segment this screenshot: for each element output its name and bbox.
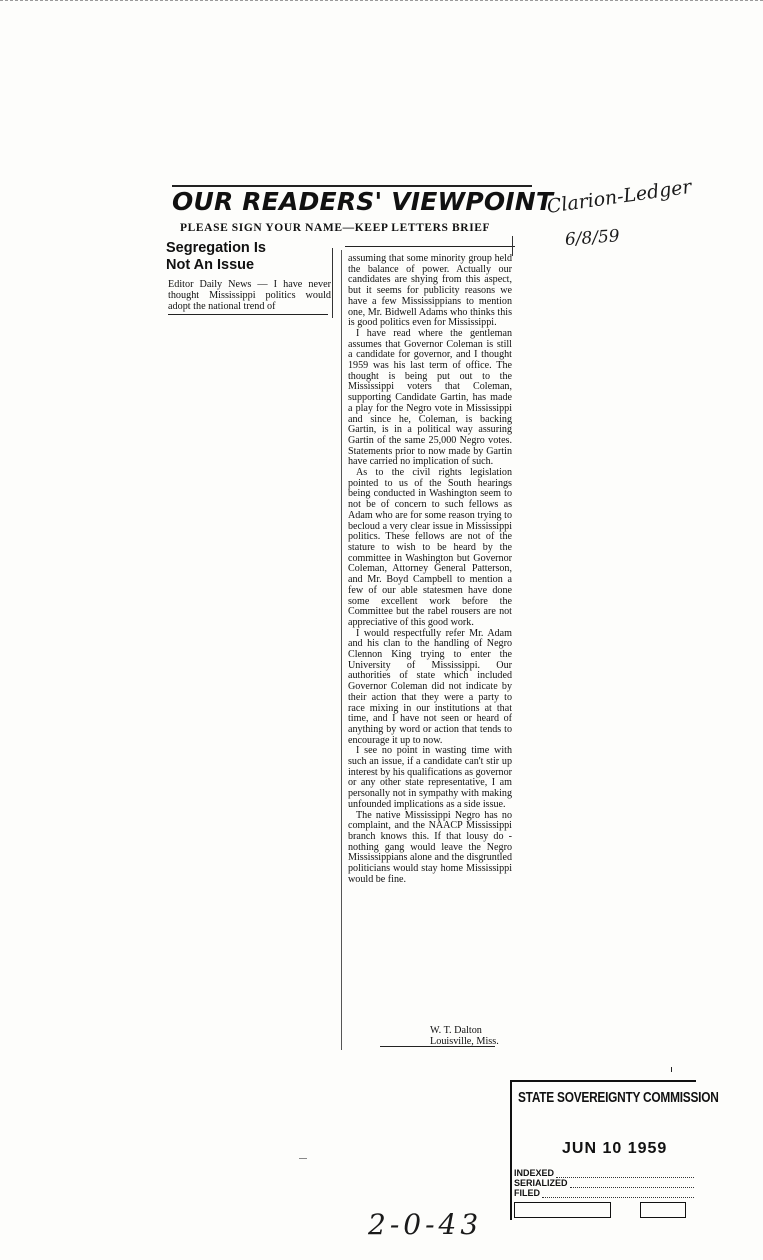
commission-stamp <box>510 1080 719 1220</box>
letter-intro: Editor Daily News — I have never thought Mississippi politics would adopt the national trend of <box>168 279 331 312</box>
headline-line-2: Not An Issue <box>166 257 255 273</box>
letter-paragraph: assuming that some minority group held the balance of power. Actually our candidates are shying from this aspect, but it seems for publicity reasons we have a few Mississippians to mention one, Mr. Bidwell Adams who thinks this is good politics even for Mississippi. <box>348 253 512 329</box>
stamp-field-label: INDEXED <box>514 1168 555 1178</box>
scan-speck <box>299 1158 307 1159</box>
stamp-fields <box>514 1168 694 1198</box>
letter-paragraph: The native Mississippi Negro has no complaint, and the NAACP Mississippi branch knows this. If that lousy do - nothing gang would leave the Negro Mississippians alone and the disgruntled politicians would stay home Mississippi would be fine. <box>348 809 512 885</box>
letter-paragraph: I would respectfully refer Mr. Adam and his clan to the handling of Negro Clennon King trying to enter the University of Mississippi. Our authorities of state which included Governor Coleman did not indicate by their action that they were a party to race mixing in our institutions at that time, and I have not seen or heard of anything by word or action that tends to encourage it up to now. <box>348 627 512 746</box>
letter-paragraph: I have read where the gentleman assumes that Governor Coleman is still a candidate for governor, and I thought 1959 was his last term of office. The thought is being put out to the Mississippi voters that Coleman, supporting Candidate Gartin, has made a play for the Negro vote in Mississippi and since he, Coleman, is backing Gartin, is in a political way assuring Gartin of the same 25,000 Negro votes. Statements prior to now made by Gartin have carried no implication of such. <box>348 327 512 468</box>
stamp-field-label: FILED <box>514 1188 540 1198</box>
signature-rule <box>380 1046 495 1047</box>
stamp-field-indexed <box>514 1168 694 1178</box>
stamp-field-line <box>556 1169 694 1178</box>
column-subhead: PLEASE SIGN YOUR NAME—KEEP LETTERS BRIEF <box>180 222 491 234</box>
column-rule <box>341 250 342 1050</box>
stamp-field-line <box>542 1189 694 1198</box>
column-masthead: OUR READERS' VIEWPOINT <box>172 187 554 216</box>
headline-line-1: Segregation Is <box>166 240 266 256</box>
intro-rule <box>168 314 328 315</box>
letter-body <box>348 254 512 885</box>
signature-name: W. T. Dalton <box>430 1025 482 1036</box>
handwritten-date-note: 6/8/59 <box>564 226 621 250</box>
stamp-date: JUN 10 1959 <box>562 1140 668 1157</box>
page-top-border <box>0 0 763 7</box>
subhead-rule <box>345 246 515 247</box>
divider-mark <box>512 236 513 256</box>
letter-paragraph: I see no point in wasting time with such an issue, if a candidate can't stir up interest by his qualifications as governor or any other state representative, I am personally not in sympathy with making unfounded implications as a side issue. <box>348 745 512 810</box>
stamp-box <box>514 1202 611 1218</box>
stamp-field-line <box>570 1179 694 1188</box>
stamp-field-serialized <box>514 1178 694 1188</box>
handwritten-source-note: Clarion-Ledger <box>545 175 693 218</box>
stamp-field-label: SERIALIZED <box>514 1178 568 1188</box>
letter-paragraph: As to the civil rights legislation pointed to us of the South hearings being conducted in Washington seem to not be of concern to such fellows as Adam who are for some reason trying to becloud a very clear issue in Mississippi politics. These fellows are not of the stature to wish to be heard by the committee in Washington but Governor Coleman, Attorney General Patterson, and Mr. Boyd Campbell to mention a few of our able statesmen have done some excellent work before the Committee but the rabel rousers are not appreciative of this good work. <box>348 467 512 628</box>
signature-place: Louisville, Miss. <box>430 1036 499 1047</box>
letter-signature <box>428 1025 528 1047</box>
stamp-tick-mark <box>671 1067 672 1072</box>
stamp-field-filed <box>514 1188 694 1198</box>
stamp-box <box>640 1202 686 1218</box>
stamp-title: STATE SOVEREIGNTY COMMISSION <box>518 1090 719 1106</box>
handwritten-file-number: 2-0-43 <box>368 1208 483 1241</box>
letter-headline <box>166 240 316 274</box>
divider-line <box>332 248 333 318</box>
